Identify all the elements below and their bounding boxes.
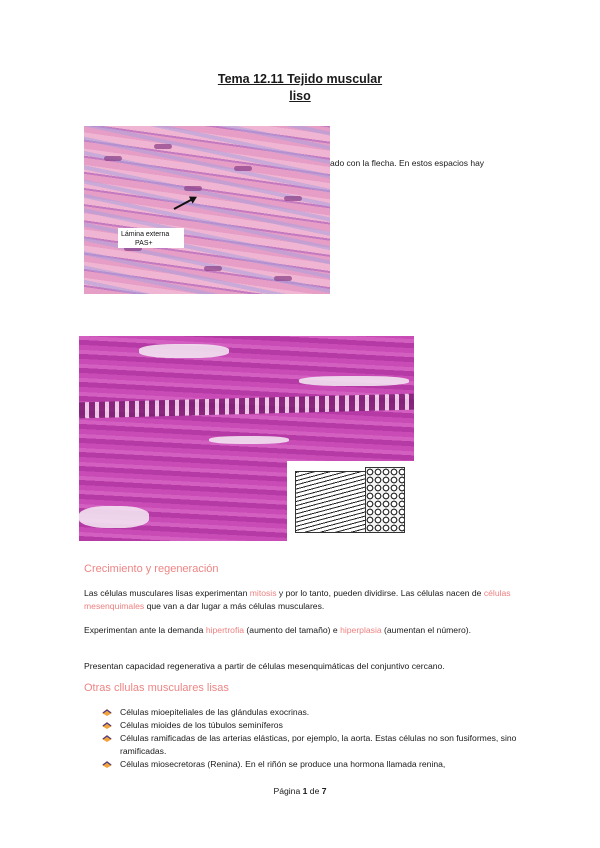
page-footer bbox=[0, 786, 600, 796]
smooth-muscle-diagram bbox=[287, 461, 414, 541]
text-run: y por lo tanto, pueden dividirse. Las células nacen de bbox=[276, 588, 484, 598]
list-item bbox=[102, 758, 522, 771]
book-bullet-icon bbox=[102, 760, 112, 768]
list-item-text: Células mioepiteliales de las glándulas exocrinas. bbox=[120, 707, 310, 717]
text-run: (aumentan el número). bbox=[381, 625, 471, 635]
list-item bbox=[102, 719, 522, 732]
text-run: que van a dar lugar a más células musculares. bbox=[144, 601, 325, 611]
text-run: Las células musculares lisas experimentan bbox=[84, 588, 250, 598]
footer-middle: de bbox=[307, 786, 322, 796]
page-title bbox=[0, 72, 600, 103]
list-item-text: Células miosecretoras (Renina). En el riñón se produce una hormona llamada renina, bbox=[120, 759, 446, 769]
section-heading-growth: Crecimiento y regeneración bbox=[84, 563, 219, 575]
section-heading-other-cells: Otras cllulas musculares lisas bbox=[84, 682, 229, 694]
paragraph-regeneration: Presentan capacidad regenerativa a partir de células mesenquimáticas del conjuntivo cercano. bbox=[84, 661, 445, 671]
text-run: Experimentan ante la demanda bbox=[84, 625, 206, 635]
histology-image-he bbox=[79, 336, 414, 541]
histology-image-pas bbox=[84, 126, 330, 294]
list-item-text: Células mioides de los túbulos seminíferos bbox=[120, 720, 283, 730]
highlight-mesenchymal: células mesenquimales bbox=[84, 588, 511, 611]
title-line-2: liso bbox=[289, 89, 311, 103]
highlight-hypertrophy: hipertrofia bbox=[205, 625, 245, 635]
list-item bbox=[102, 706, 522, 719]
highlight-mitosis: mitosis bbox=[249, 588, 277, 598]
text-run: (aumento del tamaño) e bbox=[244, 625, 341, 635]
book-bullet-icon bbox=[102, 721, 112, 729]
book-bullet-icon bbox=[102, 734, 112, 742]
paragraph-hypertrophy bbox=[84, 624, 524, 637]
image-label bbox=[118, 228, 184, 248]
footer-page-number: 1 bbox=[302, 786, 308, 796]
arrow-icon bbox=[174, 198, 194, 210]
footer-total-pages: 7 bbox=[321, 786, 327, 796]
paragraph-mitosis bbox=[84, 587, 524, 613]
title-line-1: Tema 12.11 Tejido muscular bbox=[217, 72, 383, 86]
list-item-text: Células ramificadas de las arterias elásticas, por ejemplo, la aorta. Estas células no son fusiformes, sino ramificadas. bbox=[120, 733, 517, 756]
bullet-list bbox=[102, 706, 522, 771]
image-label-line-1: Lámina externa bbox=[121, 231, 170, 238]
book-bullet-icon bbox=[102, 708, 112, 716]
highlight-hyperplasia: hiperplasia bbox=[340, 625, 382, 635]
overlapped-text: ado con la flecha. En estos espacios hay bbox=[330, 158, 485, 168]
list-item bbox=[102, 732, 522, 758]
image-label-line-2: PAS+ bbox=[135, 240, 153, 247]
footer-prefix: Página bbox=[273, 786, 303, 796]
